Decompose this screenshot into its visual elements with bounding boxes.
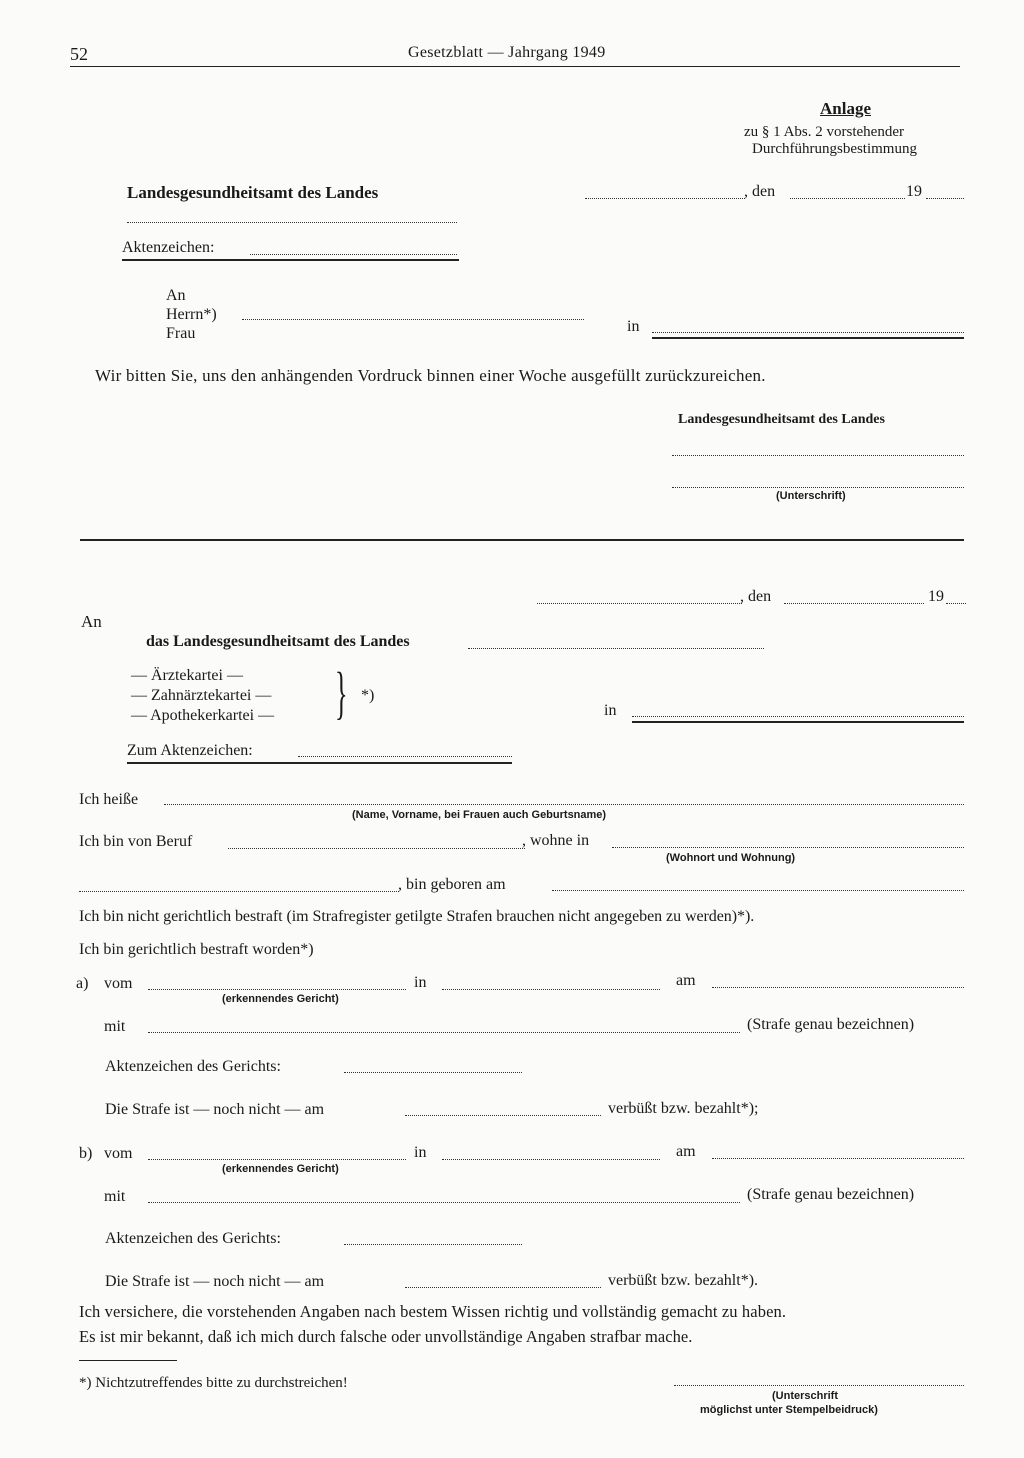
letter-signature-field-2[interactable] — [672, 487, 964, 488]
form-signature-label-1: (Unterschrift — [772, 1390, 839, 1402]
annex-line-2: Durchführungsbestimmung — [752, 141, 917, 157]
form-signature-label-2: möglichst unter Stempelbeidruck) — [700, 1404, 878, 1416]
form-an-label: An — [81, 612, 102, 631]
register-note: *) — [361, 687, 375, 704]
letter-place-field[interactable] — [585, 198, 745, 199]
page-number: 52 — [70, 44, 88, 64]
letter-city-rule — [652, 337, 964, 339]
beruf-label: Ich bin von Beruf — [79, 833, 193, 850]
aktenzeichen-rule — [122, 259, 459, 261]
register-item: — Apothekerkartei — — [131, 707, 275, 724]
page-header-title: Gesetzblatt — Jahrgang 1949 — [408, 44, 606, 61]
letter-year-field[interactable] — [926, 198, 964, 199]
letter-authority: Landesgesundheitsamt des Landes — [127, 183, 379, 202]
name-caption: (Name, Vorname, bei Frauen auch Geburtsname) — [352, 809, 607, 821]
wohne-in-label: , wohne in — [522, 832, 590, 849]
letter-city-field[interactable] — [652, 332, 964, 333]
court-aktenzeichen-field[interactable] — [344, 1244, 522, 1245]
form-year-label: 19 — [928, 588, 944, 605]
strafe-ist-label: Die Strafe ist — noch nicht — am — [105, 1273, 325, 1290]
letter-year-label: 19 — [906, 183, 922, 200]
letter-signature-label: (Unterschrift) — [776, 490, 846, 502]
form-authority-field[interactable] — [468, 648, 764, 649]
form-den-label: , den — [740, 588, 772, 605]
wohnort-field[interactable] — [612, 847, 964, 848]
verbuesst-label: verbüßt bzw. bezahlt*); — [608, 1100, 759, 1117]
letter-authority-field[interactable] — [127, 222, 457, 223]
form-authority: das Landesgesundheitsamt des Landes — [146, 633, 410, 650]
verbuesst-date-field[interactable] — [405, 1115, 601, 1116]
form-signature-field[interactable] — [674, 1385, 964, 1386]
letter-den-label: , den — [744, 183, 776, 200]
ich-heisse-label: Ich heiße — [79, 791, 139, 808]
zum-aktenzeichen-label: Zum Aktenzeichen: — [127, 742, 253, 759]
footnote-rule — [79, 1360, 177, 1361]
register-item: — Zahnärztekartei — — [131, 687, 272, 704]
register-item: — Ärztekartei — — [131, 667, 243, 684]
conviction-label: a) — [76, 975, 89, 992]
header-rule — [70, 66, 960, 67]
letter-date-field[interactable] — [790, 198, 905, 199]
court-aktenzeichen-label: Aktenzeichen des Gerichts: — [105, 1058, 281, 1075]
penalty-note: (Strafe genau bezeichnen) — [747, 1186, 915, 1203]
letter-in-label: in — [627, 318, 640, 335]
court-caption: (erkennendes Gericht) — [222, 993, 339, 1005]
letter-an-label: An — [166, 287, 186, 304]
beruf-field[interactable] — [228, 848, 525, 849]
verbuesst-label: verbüßt bzw. bezahlt*). — [608, 1272, 759, 1289]
court-field[interactable] — [148, 1159, 406, 1160]
in-label: in — [414, 974, 427, 991]
form-place-field[interactable] — [537, 603, 742, 604]
judgment-date-field[interactable] — [712, 987, 964, 988]
letter-herrn-label: Herrn*) — [166, 306, 217, 323]
annex-title: Anlage — [820, 99, 871, 118]
penalty-note: (Strafe genau bezeichnen) — [747, 1016, 915, 1033]
letter-signature-field-1[interactable] — [672, 455, 964, 456]
declaration-line-1: Ich versichere, die vorstehenden Angaben nach bestem Wissen richtig und vollständig gemacht zu haben. — [79, 1302, 787, 1321]
annex-line-1: zu § 1 Abs. 2 vorstehender — [744, 124, 904, 140]
mit-label: mit — [104, 1018, 126, 1035]
mit-label: mit — [104, 1188, 126, 1205]
court-field[interactable] — [148, 989, 406, 990]
letter-aktenzeichen-label: Aktenzeichen: — [122, 239, 215, 256]
vom-label: vom — [104, 1145, 133, 1162]
zum-aktenzeichen-field[interactable] — [298, 756, 512, 757]
letter-recipient-field[interactable] — [242, 319, 584, 320]
am-label: am — [676, 1143, 696, 1160]
letter-signature-authority: Landesgesundheitsamt des Landes — [678, 412, 885, 427]
verbuesst-date-field[interactable] — [405, 1287, 601, 1288]
court-aktenzeichen-label: Aktenzeichen des Gerichts: — [105, 1230, 281, 1247]
court-aktenzeichen-field[interactable] — [344, 1072, 522, 1073]
wohnung-field[interactable] — [79, 891, 399, 892]
am-label: am — [676, 972, 696, 989]
vom-label: vom — [104, 975, 133, 992]
judgment-date-field[interactable] — [712, 1158, 964, 1159]
letter-body: Wir bitten Sie, uns den anhängenden Vordruck binnen einer Woche ausgefüllt zurückzureichen. — [95, 366, 766, 385]
geboren-label: , bin geboren am — [398, 876, 506, 893]
bestraft-statement: Ich bin gerichtlich bestraft worden*) — [79, 941, 314, 958]
letter-frau-label: Frau — [166, 325, 196, 342]
in-label: in — [414, 1144, 427, 1161]
form-city-field[interactable] — [632, 716, 964, 717]
conviction-label: b) — [79, 1145, 93, 1162]
form-city-rule — [632, 721, 964, 723]
geboren-field[interactable] — [552, 890, 964, 891]
letter-aktenzeichen-field[interactable] — [250, 254, 457, 255]
zum-aktenzeichen-rule — [127, 762, 512, 764]
form-year-field[interactable] — [946, 603, 966, 604]
section-separator — [80, 539, 964, 541]
strafe-ist-label: Die Strafe ist — noch nicht — am — [105, 1101, 325, 1118]
court-caption: (erkennendes Gericht) — [222, 1163, 339, 1175]
declaration-line-2: Es ist mir bekannt, daß ich mich durch falsche oder unvollständige Angaben strafbar mache. — [79, 1327, 693, 1346]
form-date-field[interactable] — [784, 603, 924, 604]
footnote: *) Nichtzutreffendes bitte zu durchstreichen! — [79, 1375, 348, 1391]
brace-icon: } — [335, 660, 348, 725]
penalty-field[interactable] — [148, 1202, 740, 1203]
penalty-field[interactable] — [148, 1032, 740, 1033]
court-city-field[interactable] — [442, 1159, 660, 1160]
form-in-label: in — [604, 702, 617, 719]
name-field[interactable] — [164, 804, 964, 805]
wohnort-caption: (Wohnort und Wohnung) — [666, 852, 796, 864]
court-city-field[interactable] — [442, 989, 660, 990]
nicht-bestraft-statement: Ich bin nicht gerichtlich bestraft (im Strafregister getilgte Strafen brauchen nicht angegeben zu werden)*). — [79, 908, 755, 925]
